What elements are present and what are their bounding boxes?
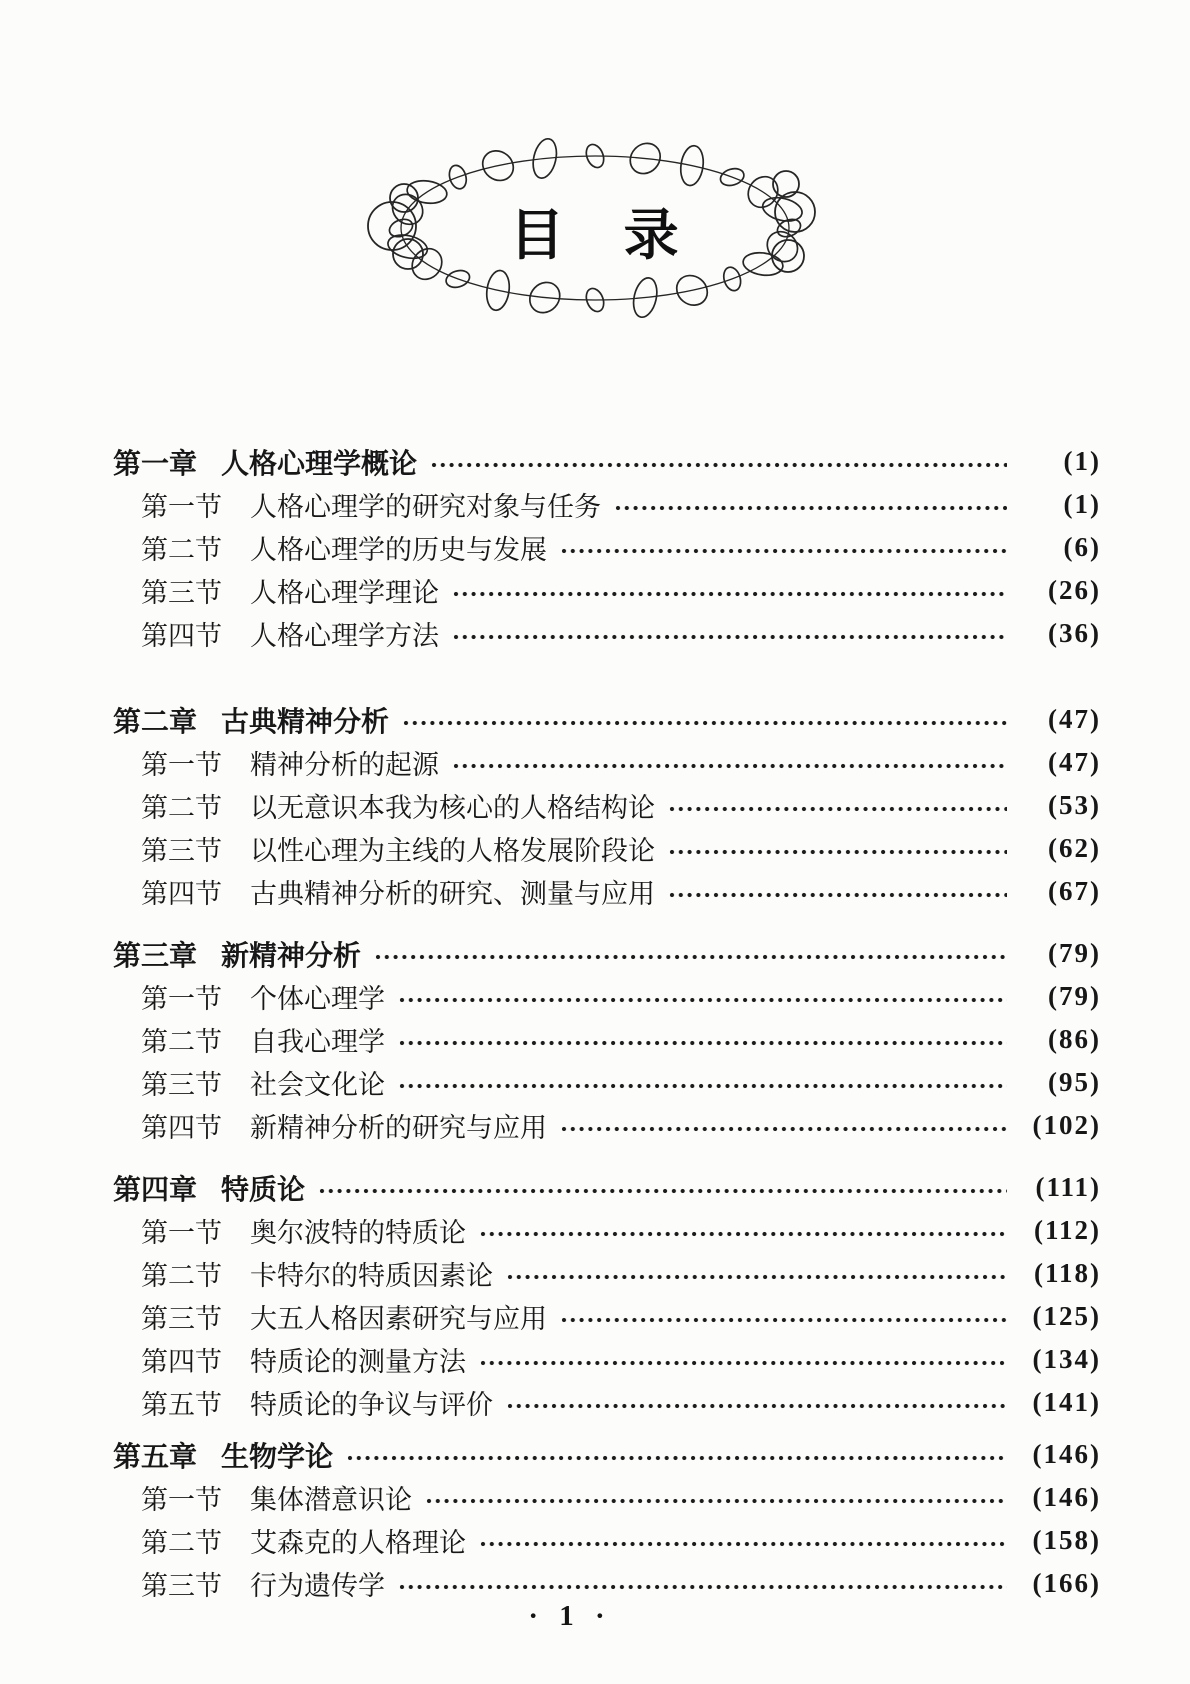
section-number-label: 第三节 — [141, 578, 222, 608]
folio-page-number: · 1 · — [528, 1600, 612, 1632]
dot-leader — [453, 762, 1007, 770]
dot-leader — [431, 461, 1007, 469]
section-number-label: 第一节 — [141, 984, 222, 1014]
chapter-number-label: 第四章 — [113, 1173, 198, 1205]
section-title: 个体心理学 — [250, 984, 385, 1014]
chapter-title: 古典精神分析 — [221, 705, 390, 737]
section-title: 特质论的争议与评价 — [250, 1390, 493, 1420]
section-title: 以无意识本我为核心的人格结构论 — [250, 793, 655, 823]
section-number-label: 第五节 — [141, 1390, 222, 1420]
section-number-label: 第三节 — [141, 1571, 222, 1601]
toc-section-row — [113, 483, 1101, 526]
toc-section-row — [113, 1295, 1101, 1338]
dot-leader — [561, 547, 1007, 555]
section-number-label: 第一节 — [141, 492, 222, 522]
dot-leader — [480, 1230, 1007, 1238]
toc-section-row — [113, 1519, 1101, 1562]
toc-section-row — [113, 1381, 1101, 1424]
section-number-label: 第四节 — [141, 621, 222, 651]
title-ornament-block — [348, 126, 842, 330]
dot-leader — [399, 1583, 1007, 1591]
section-title: 卡特尔的特质因素论 — [250, 1261, 493, 1291]
toc-section-row — [113, 1104, 1101, 1147]
section-page-number: (102) — [1032, 1110, 1101, 1140]
chapter-number-label: 第五章 — [113, 1440, 198, 1472]
section-title: 人格心理学方法 — [250, 621, 439, 651]
toc-chapter-block — [113, 440, 1101, 655]
toc-chapter-block — [113, 1433, 1101, 1605]
chapter-title: 新精神分析 — [221, 939, 362, 971]
section-page-number: (1) — [1063, 489, 1101, 519]
dot-leader — [453, 633, 1007, 641]
section-title: 艾森克的人格理论 — [250, 1528, 466, 1558]
section-number-label: 第一节 — [141, 750, 222, 780]
toc-section-row — [113, 1476, 1101, 1519]
toc-section-row — [113, 784, 1101, 827]
section-number-label: 第一节 — [141, 1218, 222, 1248]
dot-leader — [507, 1402, 1007, 1410]
section-page-number: (95) — [1048, 1067, 1101, 1097]
section-number-label: 第三节 — [141, 1304, 222, 1334]
section-page-number: (36) — [1048, 618, 1101, 648]
toc-section-row — [113, 569, 1101, 612]
toc-chapter-row — [113, 1166, 1101, 1209]
section-page-number: (146) — [1032, 1482, 1101, 1512]
toc-section-row — [113, 1562, 1101, 1605]
chapter-title: 特质论 — [221, 1173, 306, 1205]
section-number-label: 第二节 — [141, 535, 222, 565]
dot-leader — [399, 1039, 1007, 1047]
section-title: 社会文化论 — [250, 1070, 385, 1100]
section-title: 人格心理学的研究对象与任务 — [250, 492, 601, 522]
toc-chapter-row — [113, 1433, 1101, 1476]
toc-chapter-block — [113, 1166, 1101, 1424]
dot-leader — [403, 719, 1007, 727]
toc-chapter-row — [113, 698, 1101, 741]
dot-leader — [669, 805, 1007, 813]
chapter-page-number: (79) — [1048, 938, 1101, 968]
toc-chapter-block — [113, 932, 1101, 1147]
dot-leader — [399, 1082, 1007, 1090]
section-title: 自我心理学 — [250, 1027, 385, 1057]
toc-chapter-row — [113, 440, 1101, 483]
chapter-page-number: (146) — [1032, 1439, 1101, 1469]
section-page-number: (6) — [1063, 532, 1101, 562]
section-page-number: (118) — [1034, 1258, 1101, 1288]
chapter-title: 生物学论 — [221, 1440, 334, 1472]
chapter-number-label: 第一章 — [113, 447, 198, 479]
toc-section-row — [113, 1252, 1101, 1295]
section-page-number: (141) — [1032, 1387, 1101, 1417]
toc-section-row — [113, 1209, 1101, 1252]
section-title: 以性心理为主线的人格发展阶段论 — [250, 836, 655, 866]
section-number-label: 第二节 — [141, 1027, 222, 1057]
page-title: 目 录 — [509, 203, 681, 266]
dot-leader — [375, 953, 1007, 961]
section-page-number: (53) — [1048, 790, 1101, 820]
section-page-number: (166) — [1032, 1568, 1101, 1598]
section-title: 集体潜意识论 — [250, 1485, 412, 1515]
toc-section-row — [113, 1338, 1101, 1381]
dot-leader — [480, 1540, 1007, 1548]
dot-leader — [561, 1316, 1007, 1324]
section-page-number: (112) — [1034, 1215, 1101, 1245]
dot-leader — [480, 1359, 1007, 1367]
section-page-number: (47) — [1048, 747, 1101, 777]
toc-section-row — [113, 975, 1101, 1018]
dot-leader — [561, 1125, 1007, 1133]
section-title: 奥尔波特的特质论 — [250, 1218, 466, 1248]
section-number-label: 第二节 — [141, 1528, 222, 1558]
section-title: 新精神分析的研究与应用 — [250, 1113, 547, 1143]
dot-leader — [319, 1187, 1007, 1195]
toc-section-row — [113, 526, 1101, 569]
section-page-number: (67) — [1048, 876, 1101, 906]
dot-leader — [399, 996, 1007, 1004]
chapter-page-number: (111) — [1035, 1172, 1101, 1202]
chapter-title: 人格心理学概论 — [221, 447, 418, 479]
toc-chapter-row — [113, 932, 1101, 975]
dot-leader — [669, 891, 1007, 899]
section-title: 人格心理学理论 — [250, 578, 439, 608]
section-page-number: (86) — [1048, 1024, 1101, 1054]
section-number-label: 第三节 — [141, 836, 222, 866]
section-page-number: (158) — [1032, 1525, 1101, 1555]
chapter-number-label: 第二章 — [113, 705, 198, 737]
chapter-page-number: (1) — [1063, 446, 1101, 476]
dot-leader — [615, 504, 1007, 512]
dot-leader — [507, 1273, 1007, 1281]
toc-section-row — [113, 741, 1101, 784]
toc-section-row — [113, 827, 1101, 870]
section-title: 特质论的测量方法 — [250, 1347, 466, 1377]
section-number-label: 第二节 — [141, 793, 222, 823]
section-number-label: 第一节 — [141, 1485, 222, 1515]
toc-section-row — [113, 1018, 1101, 1061]
section-title: 行为遗传学 — [250, 1571, 385, 1601]
toc-section-row — [113, 1061, 1101, 1104]
section-number-label: 第二节 — [141, 1261, 222, 1291]
chapter-page-number: (47) — [1048, 704, 1101, 734]
toc-section-row — [113, 870, 1101, 913]
section-title: 人格心理学的历史与发展 — [250, 535, 547, 565]
chapter-number-label: 第三章 — [113, 939, 198, 971]
dot-leader — [453, 590, 1007, 598]
dot-leader — [347, 1454, 1007, 1462]
section-title: 大五人格因素研究与应用 — [250, 1304, 547, 1334]
section-title: 精神分析的起源 — [250, 750, 439, 780]
section-number-label: 第四节 — [141, 879, 222, 909]
dot-leader — [426, 1497, 1007, 1505]
section-page-number: (62) — [1048, 833, 1101, 863]
section-number-label: 第四节 — [141, 1347, 222, 1377]
section-page-number: (134) — [1032, 1344, 1101, 1374]
section-page-number: (26) — [1048, 575, 1101, 605]
toc-section-row — [113, 612, 1101, 655]
dot-leader — [669, 848, 1007, 856]
toc-chapter-block — [113, 698, 1101, 913]
section-number-label: 第三节 — [141, 1070, 222, 1100]
section-page-number: (125) — [1032, 1301, 1101, 1331]
section-number-label: 第四节 — [141, 1113, 222, 1143]
section-title: 古典精神分析的研究、测量与应用 — [250, 879, 655, 909]
section-page-number: (79) — [1048, 981, 1101, 1011]
